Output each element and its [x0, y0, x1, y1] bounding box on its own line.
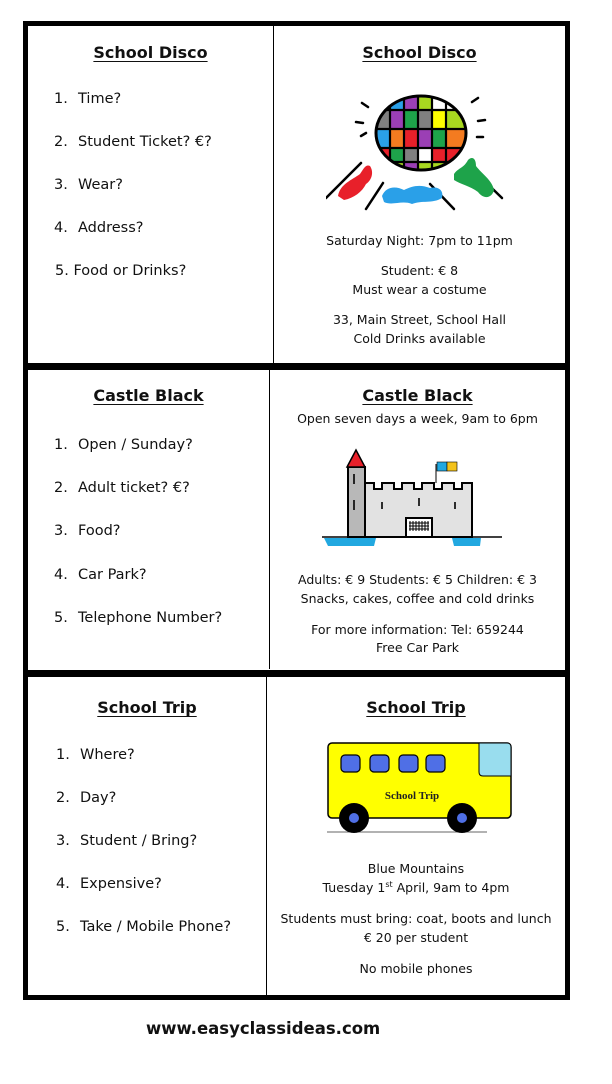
question-item: 1. Open / Sunday? — [54, 437, 193, 453]
info-date: Tuesday 1st April, 9am to 4pm — [322, 879, 510, 895]
questions-title: School Trip — [97, 698, 197, 717]
question-item: 5. Take / Mobile Phone? — [56, 919, 232, 935]
questions-title: Castle Black — [93, 386, 204, 405]
info-opening-hours: Open seven days a week, 9am to 6pm — [297, 411, 538, 426]
bus-label: School Trip — [384, 790, 440, 802]
info-address: 33, Main Street, School Hall — [332, 312, 507, 327]
info-title: School Trip — [366, 698, 466, 717]
info-prices: Adults: € 9 Students: € 5 Children: € 3 — [298, 572, 537, 587]
row-divider — [23, 363, 570, 370]
questions-panel — [28, 370, 269, 669]
school-bus-icon — [327, 742, 517, 837]
website-link[interactable]: www.easyclassideas.com — [146, 1019, 381, 1038]
row-divider — [23, 670, 570, 677]
castle-icon — [318, 446, 518, 556]
question-item: 5. Food or Drinks? — [55, 263, 187, 279]
question-item: 2. Student Ticket? €? — [54, 134, 212, 150]
info-dress-code: Must wear a costume — [352, 282, 487, 297]
info-title: School Disco — [362, 43, 477, 62]
question-item: 4. Car Park? — [54, 567, 147, 583]
info-price: € 20 per student — [363, 930, 469, 945]
info-price: Student: € 8 — [380, 263, 459, 278]
question-item: 5. Telephone Number? — [54, 610, 223, 626]
question-item: 2. Day? — [56, 790, 117, 806]
info-time: Saturday Night: 7pm to 11pm — [326, 233, 513, 248]
question-item: 1. Where? — [56, 747, 135, 763]
info-panel — [267, 677, 565, 995]
info-phones: No mobile phones — [359, 961, 473, 976]
question-item: 3. Wear? — [54, 177, 123, 193]
question-item: 3. Food? — [54, 523, 121, 539]
info-destination: Blue Mountains — [367, 861, 465, 876]
info-panel — [274, 26, 565, 363]
question-item: 1. Time? — [54, 91, 122, 107]
question-item: 4. Address? — [54, 220, 144, 236]
info-food: Cold Drinks available — [353, 331, 486, 346]
info-panel — [270, 370, 565, 669]
question-item: 3. Student / Bring? — [56, 833, 198, 849]
questions-panel — [28, 677, 266, 995]
info-parking: Free Car Park — [375, 640, 459, 655]
card-school-trip — [28, 677, 565, 995]
question-item: 4. Expensive? — [56, 876, 162, 892]
card-castle-black — [28, 370, 565, 669]
questions-title: School Disco — [93, 43, 208, 62]
worksheet — [23, 21, 570, 1000]
info-food: Snacks, cakes, coffee and cold drinks — [300, 591, 535, 606]
question-item: 2. Adult ticket? €? — [54, 480, 190, 496]
info-title: Castle Black — [362, 386, 473, 405]
info-bring: Students must bring: coat, boots and lunch — [280, 911, 552, 926]
card-school-disco — [28, 26, 565, 363]
disco-ball-icon — [326, 88, 516, 213]
questions-panel — [28, 26, 273, 363]
info-telephone: For more information: Tel: 659244 — [311, 622, 524, 637]
